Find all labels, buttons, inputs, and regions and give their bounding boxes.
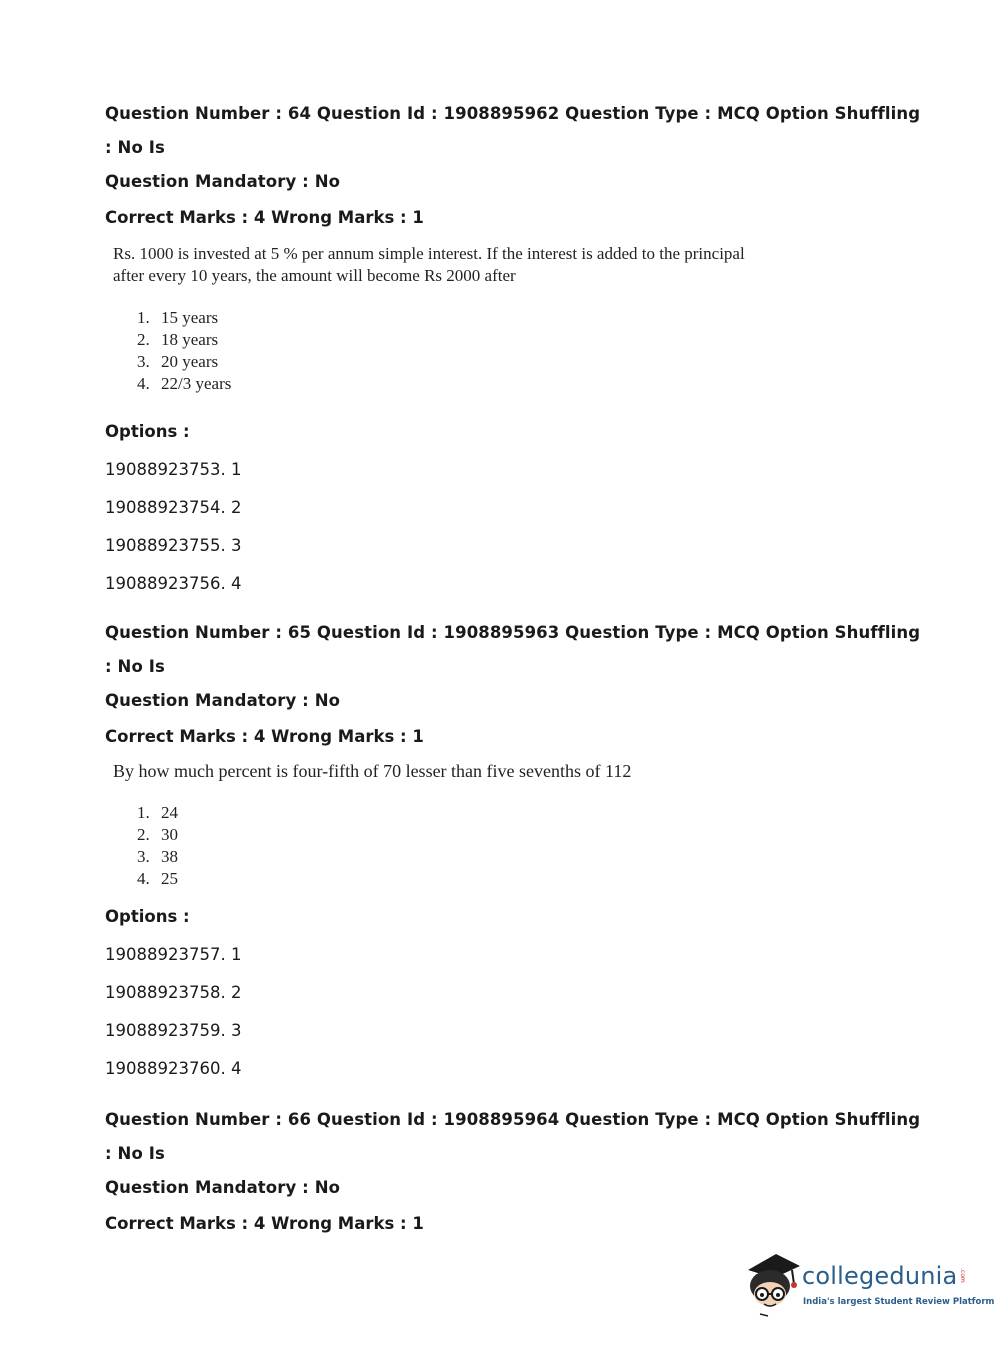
option-item: 19088923757. 1 <box>105 945 242 964</box>
question-mandatory: Question Mandatory : No <box>105 172 341 191</box>
choice-item: 4. 22/3 years <box>137 374 232 393</box>
logo-suffix: .com <box>959 1268 966 1283</box>
options-title: Options : <box>105 422 190 441</box>
choice-item: 1. 15 years <box>137 308 219 327</box>
choice-list <box>137 802 925 890</box>
question-header: Question Number : 65 Question Id : 1908895963 Question Type : MCQ Option Shuffling : No Is <box>105 623 921 676</box>
options-title: Options : <box>105 907 190 926</box>
question-mandatory: Question Mandatory : No <box>105 1178 341 1197</box>
choice-item: 3. 20 years <box>137 352 219 371</box>
mascot-icon <box>742 1248 802 1318</box>
option-item: 19088923755. 3 <box>105 536 242 555</box>
choice-list <box>137 307 925 395</box>
option-item: 19088923753. 1 <box>105 460 242 479</box>
logo-wordmark: collegedunia <box>802 1262 958 1290</box>
option-item: 19088923759. 3 <box>105 1021 242 1040</box>
question-66 <box>105 1103 925 1239</box>
collegedunia-logo <box>742 1248 995 1318</box>
question-marks: Correct Marks : 4 Wrong Marks : 1 <box>105 1214 424 1233</box>
option-item: 19088923760. 4 <box>105 1059 242 1078</box>
option-item: 19088923758. 2 <box>105 983 242 1002</box>
choice-item: 2. 18 years <box>137 330 219 349</box>
choice-item: 1. 24 <box>137 803 178 822</box>
question-stem-line: after every 10 years, the amount will become Rs 2000 after <box>113 266 516 285</box>
question-65 <box>105 616 925 1088</box>
question-stem-line: By how much percent is four-fifth of 70 lesser than five sevenths of 112 <box>113 761 632 781</box>
logo-tagline: India's largest Student Review Platform <box>803 1297 995 1307</box>
question-stem-line: Rs. 1000 is invested at 5 % per annum simple interest. If the interest is added to the principal <box>113 244 745 263</box>
question-marks: Correct Marks : 4 Wrong Marks : 1 <box>105 727 424 746</box>
question-header: Question Number : 64 Question Id : 1908895962 Question Type : MCQ Option Shuffling : No Is <box>105 104 921 157</box>
choice-item: 4. 25 <box>137 869 178 888</box>
question-mandatory: Question Mandatory : No <box>105 691 341 710</box>
question-marks: Correct Marks : 4 Wrong Marks : 1 <box>105 208 424 227</box>
choice-item: 3. 38 <box>137 847 178 866</box>
option-item: 19088923756. 4 <box>105 574 242 593</box>
question-64 <box>105 97 925 603</box>
option-item: 19088923754. 2 <box>105 498 242 517</box>
choice-item: 2. 30 <box>137 825 178 844</box>
question-header: Question Number : 66 Question Id : 1908895964 Question Type : MCQ Option Shuffling : No Is <box>105 1110 921 1163</box>
